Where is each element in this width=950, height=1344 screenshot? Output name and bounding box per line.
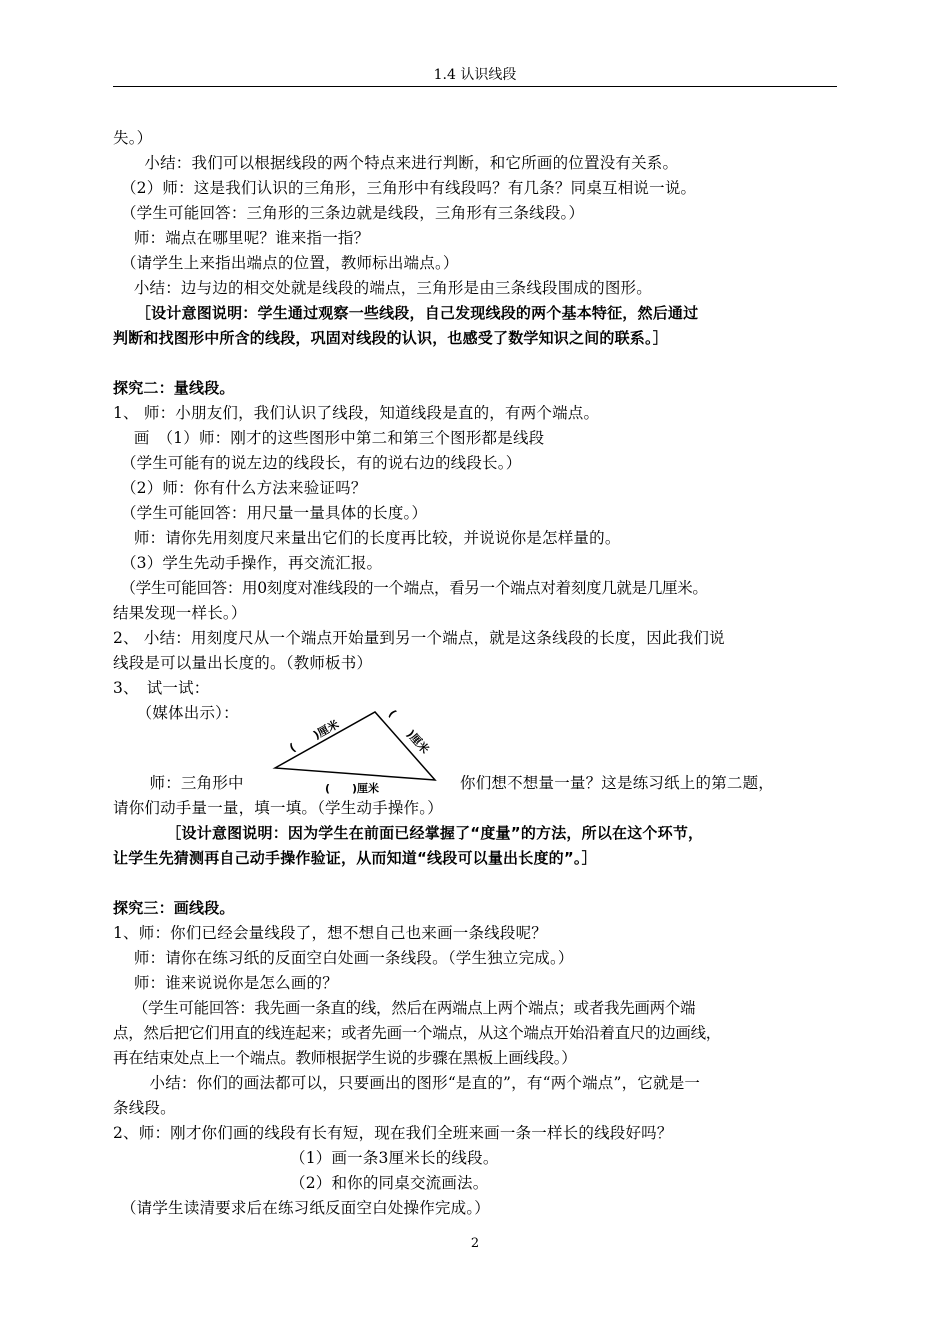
text-line: （媒体出示）： xyxy=(113,704,239,722)
page-header: 1.4 认识线段 xyxy=(433,67,517,83)
text-line: 小结：我们可以根据线段的两个特点来进行判断，和它所画的位置没有关系。 xyxy=(113,154,679,172)
text-line: （学生可能回答：用尺量一量具体的长度。） xyxy=(113,504,428,522)
text-line: （3）学生先动手操作，再交流汇报。 xyxy=(113,554,383,572)
text-line: （学生可能回答：我先画一条直的线，然后在两端点上两个端点；或者我先画两个端 xyxy=(113,999,696,1017)
text-line: （学生可能有的说左边的线段长，有的说右边的线段长。） xyxy=(113,454,522,472)
text-line: 小结：边与边的相交处就是线段的端点，三角形是由三条线段围成的图形。 xyxy=(113,279,652,297)
text-line: 师：端点在哪里呢？谁来指一指？ xyxy=(113,229,370,247)
triangle-label-left: ( )厘米 xyxy=(287,717,342,755)
text-line: 师：请你先用刻度尺来量出它们的长度再比较，并说说你是怎样量的。 xyxy=(113,529,621,547)
text-line: （学生可能回答：三角形的三条边就是线段，三角形有三条线段。） xyxy=(113,204,585,222)
text-line: （学生可能回答：用0刻度对准线段的一个端点，看另一个端点对着刻度几就是几厘米。 xyxy=(113,579,708,597)
design-note: ［设计意图说明：因为学生在前面已经掌握了“度量”的方法，所以在这个环节， xyxy=(113,824,704,842)
page-number: 2 xyxy=(470,1236,480,1251)
text-line: 线段是可以量出长度的。（教师板书） xyxy=(113,654,373,672)
text-line: 条线段。 xyxy=(113,1099,176,1117)
design-note: ［设计意图说明：学生通过观察一些线段，自己发现线段的两个基本特征，然后通过 xyxy=(113,304,699,322)
text-line: （2）师：这是我们认识的三角形，三角形中有线段吗？有几条？同桌互相说一说。 xyxy=(113,179,697,197)
text-line: 画 （1）师：刚才的这些图形中第二和第三个图形都是线段 xyxy=(113,429,545,447)
text-line: 1、 师：小朋友们，我们认识了线段，知道线段是直的，有两个端点。 xyxy=(113,404,600,422)
text-line: 请你们动手量一量，填一填。（学生动手操作。） xyxy=(113,799,443,817)
text-line: 再在结束处点上一个端点。教师根据学生说的步骤在黑板上画线段。） xyxy=(113,1049,577,1067)
text-line: 1、师：你们已经会量线段了，想不想自己也来画一条线段呢？ xyxy=(113,924,547,942)
design-note: 让学生先猜测再自己动手操作验证，从而知道“线段可以量出长度的”。］ xyxy=(113,849,597,867)
text-line: 点，然后把它们用直的线连起来；或者先画一个端点，从这个端点开始沿着直尺的边画线， xyxy=(113,1024,722,1042)
text-line: 2、师：刚才你们画的线段有长有短，现在我们全班来画一条一样长的线段好吗？ xyxy=(113,1124,673,1142)
text-line: （请学生上来指出端点的位置，教师标出端点。） xyxy=(113,254,459,272)
text-line: （请学生读清要求后在练习纸反面空白处操作完成。） xyxy=(113,1199,491,1217)
header-rule xyxy=(113,86,837,87)
triangle-label-right: ( )厘米 xyxy=(385,707,432,757)
text-line: 2、 小结：用刻度尺从一个端点开始量到另一个端点，就是这条线段的长度，因此我们说 xyxy=(113,629,725,647)
text-line: 师：请你在练习纸的反面空白处画一条线段。（学生独立完成。） xyxy=(113,949,574,967)
text-line: 师：三角形中 xyxy=(113,774,244,792)
text-line: 师：谁来说说你是怎么画的？ xyxy=(113,974,338,992)
text-line: 失。） xyxy=(113,129,153,147)
section-heading: 探究二：量线段。 xyxy=(113,379,235,397)
text-line: 结果发现一样长。） xyxy=(113,604,247,622)
text-line: 3、 试一试： xyxy=(113,679,210,697)
triangle-figure xyxy=(270,700,450,796)
design-note: 判断和找图形中所含的线段，巩固对线段的认识，也感受了数学知识之间的联系。］ xyxy=(113,329,668,347)
text-line: 你们想不想量一量？这是练习纸上的第二题， xyxy=(460,774,775,792)
text-line: （2）和你的同桌交流画法。 xyxy=(290,1174,489,1192)
text-line: （2）师：你有什么方法来验证吗？ xyxy=(113,479,367,497)
text-line: 小结：你们的画法都可以，只要画出的图形“是直的”，有“两个端点”，它就是一 xyxy=(113,1074,701,1092)
text-line: （1）画一条3厘米长的线段。 xyxy=(290,1149,499,1167)
section-heading: 探究三：画线段。 xyxy=(113,899,235,917)
triangle-label-bottom: ( )厘米 xyxy=(325,782,380,795)
